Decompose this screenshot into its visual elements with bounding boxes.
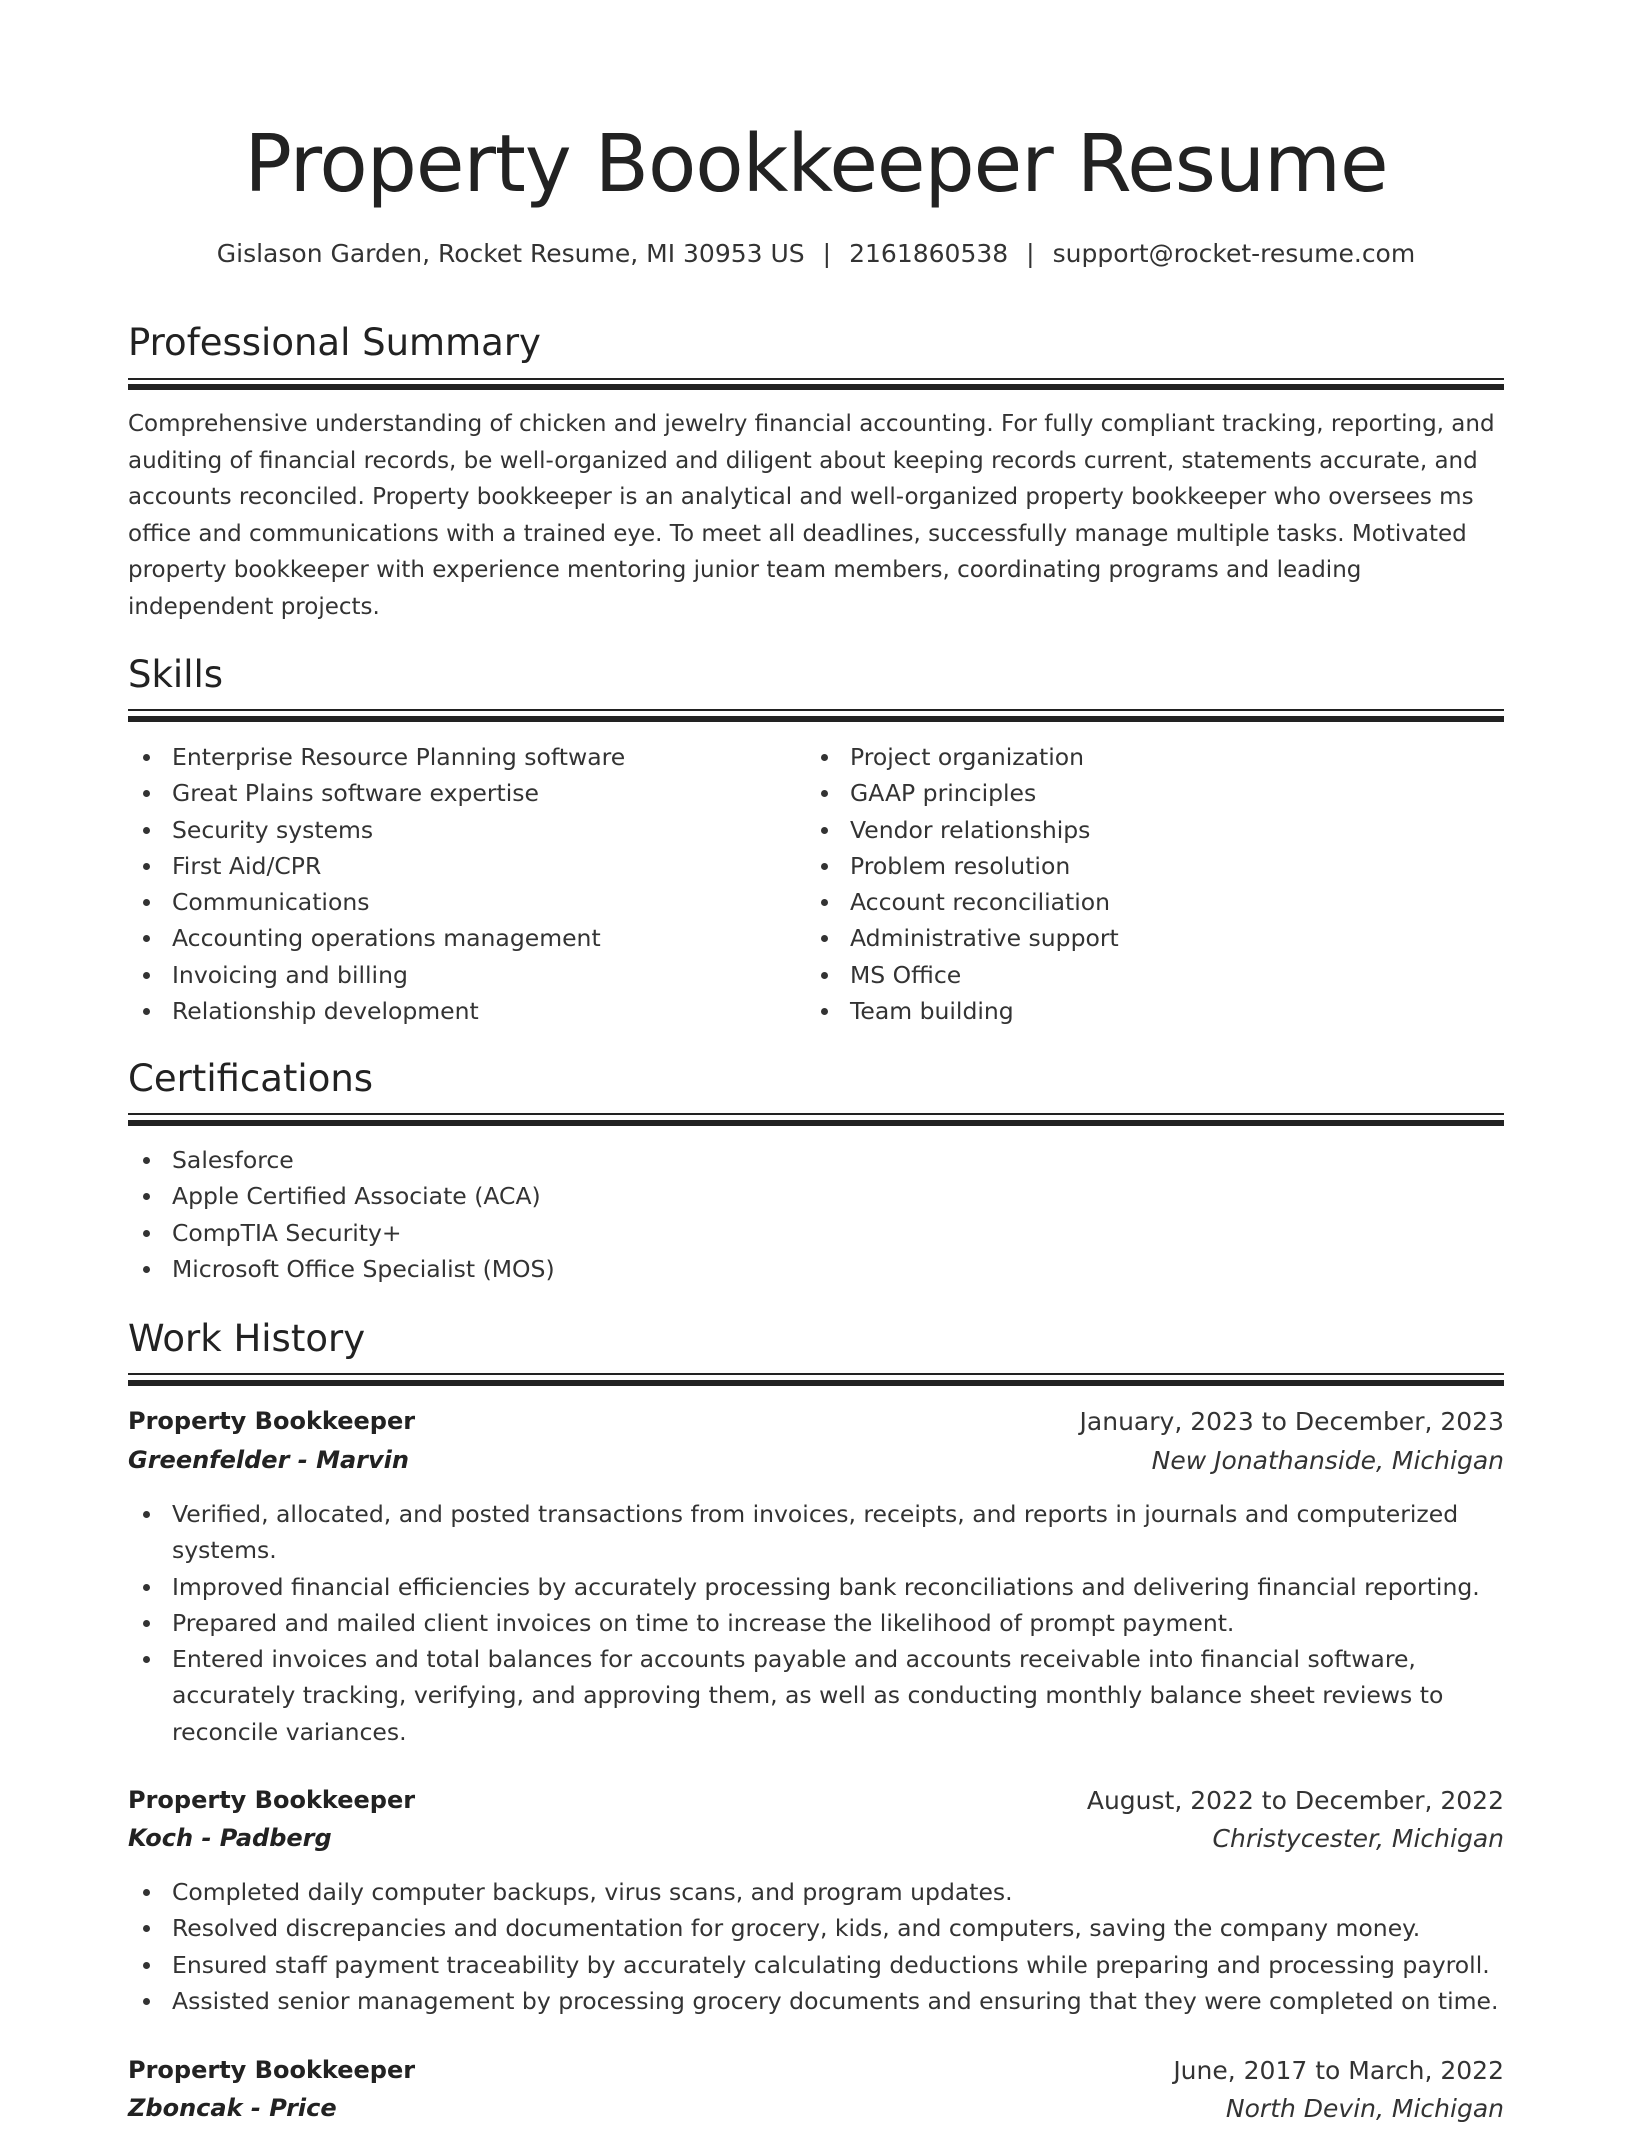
contact-phone: 2161860538 — [849, 239, 1009, 268]
job-company: Greenfelder - Marvin — [128, 1446, 409, 1474]
job-company: Koch - Padberg — [128, 1824, 332, 1852]
skills-left-column — [128, 739, 806, 1029]
skill-item: First Aid/CPR — [128, 848, 806, 884]
certification-item: Apple Certified Associate (ACA) — [128, 1178, 1504, 1214]
skills-right-column — [806, 739, 1504, 1029]
job-header — [128, 1407, 1504, 1445]
work-history-heading: Work History — [128, 1317, 366, 1360]
job-title: Property Bookkeeper — [128, 1407, 416, 1435]
job-location: New Jonathanside, Michigan — [1151, 1446, 1504, 1475]
skill-item: Invoicing and billing — [128, 957, 806, 993]
job-bullet: Prepared and mailed client invoices on time to increase the likelihood of prompt payment. — [128, 1605, 1504, 1641]
job-header — [128, 2056, 1504, 2094]
job-bullet: Entered invoices and total balances for accounts payable and accounts receivable into financial software, accurately tracking, verifying, and approving them, as well as conducting monthly balance sheet reviews to reconcile variances. — [128, 1641, 1504, 1750]
section-divider — [128, 716, 1504, 722]
skill-item: Communications — [128, 884, 806, 920]
job-bullets — [128, 1874, 1504, 2019]
section-divider — [128, 1373, 1504, 1375]
job-bullet: Assisted senior management by processing grocery documents and ensuring that they were completed on time. — [128, 1983, 1504, 2019]
skill-item: GAAP principles — [806, 775, 1504, 811]
skill-item: MS Office — [806, 957, 1504, 993]
job-bullet: Completed daily computer backups, virus scans, and program updates. — [128, 1874, 1504, 1910]
section-divider — [128, 709, 1504, 711]
job-dates: August, 2022 to December, 2022 — [1086, 1786, 1504, 1815]
job-dates: June, 2017 to March, 2022 — [1173, 2056, 1504, 2085]
certification-item: Microsoft Office Specialist (MOS) — [128, 1251, 1504, 1287]
job-header — [128, 1786, 1504, 1824]
job-bullet: Resolved discrepancies and documentation for grocery, kids, and computers, saving the company money. — [128, 1910, 1504, 1946]
skills-heading: Skills — [128, 653, 224, 696]
certifications-list — [128, 1142, 1504, 1287]
section-divider — [128, 1113, 1504, 1115]
skill-item: Great Plains software expertise — [128, 775, 806, 811]
job-title: Property Bookkeeper — [128, 2056, 416, 2084]
job-location: Christycester, Michigan — [1212, 1824, 1504, 1853]
skill-item: Problem resolution — [806, 848, 1504, 884]
certification-item: CompTIA Security+ — [128, 1215, 1504, 1251]
skill-item: Enterprise Resource Planning software — [128, 739, 806, 775]
resume-title: Property Bookkeeper Resume — [244, 118, 1388, 210]
skill-item: Security systems — [128, 812, 806, 848]
skill-item: Vendor relationships — [806, 812, 1504, 848]
job-bullet: Verified, allocated, and posted transactions from invoices, receipts, and reports in journals and computerized systems. — [128, 1496, 1504, 1569]
certifications-heading: Certifications — [128, 1057, 374, 1100]
summary-section — [128, 320, 1504, 366]
contact-address: Gislason Garden, Rocket Resume, MI 30953 US — [216, 239, 805, 268]
job-subheader — [128, 1446, 1504, 1484]
job-subheader — [128, 1824, 1504, 1862]
section-divider — [128, 378, 1504, 380]
certification-item: Salesforce — [128, 1142, 1504, 1178]
contact-line — [128, 239, 1504, 268]
skill-item: Relationship development — [128, 993, 806, 1029]
job-bullet: Improved financial efficiencies by accurately processing bank reconciliations and delivering financial reporting. — [128, 1569, 1504, 1605]
job-company: Zboncak - Price — [128, 2094, 337, 2122]
job-dates: January, 2023 to December, 2023 — [1079, 1407, 1504, 1436]
contact-separator: | — [1026, 239, 1035, 268]
skill-item: Account reconciliation — [806, 884, 1504, 920]
job-bullet: Ensured staff payment traceability by accurately calculating deductions while preparing and processing payroll. — [128, 1947, 1504, 1983]
certifications-section — [128, 1056, 1504, 1102]
section-divider — [128, 1380, 1504, 1386]
summary-text: Comprehensive understanding of chicken and jewelry financial accounting. For fully compliant tracking, reporting, and auditing of financial records, be well-organized and diligent about keeping records current, statements accurate, and accounts reconciled. Property bookkeeper is an analytical and well-organized property bookkeeper who oversees ms office and communications with a trained eye. To meet all deadlines, successfully manage multiple tasks. Motivated property bookkeeper with experience mentoring junior team members, coordinating programs and leading independent projects. — [128, 411, 1495, 620]
job-subheader — [128, 2094, 1504, 2132]
job-bullets — [128, 1496, 1504, 1750]
skill-item: Project organization — [806, 739, 1504, 775]
section-divider — [128, 384, 1504, 390]
summary-heading: Professional Summary — [128, 321, 541, 364]
skill-item: Accounting operations management — [128, 920, 806, 956]
job-location: North Devin, Michigan — [1225, 2094, 1504, 2123]
skill-item: Administrative support — [806, 920, 1504, 956]
skill-item: Team building — [806, 993, 1504, 1029]
job-title: Property Bookkeeper — [128, 1786, 416, 1814]
section-divider — [128, 1120, 1504, 1126]
contact-separator: | — [822, 239, 832, 268]
skills-section — [128, 652, 1504, 698]
contact-email: support@rocket-resume.com — [1052, 239, 1416, 268]
work-history-section — [128, 1316, 1504, 1362]
